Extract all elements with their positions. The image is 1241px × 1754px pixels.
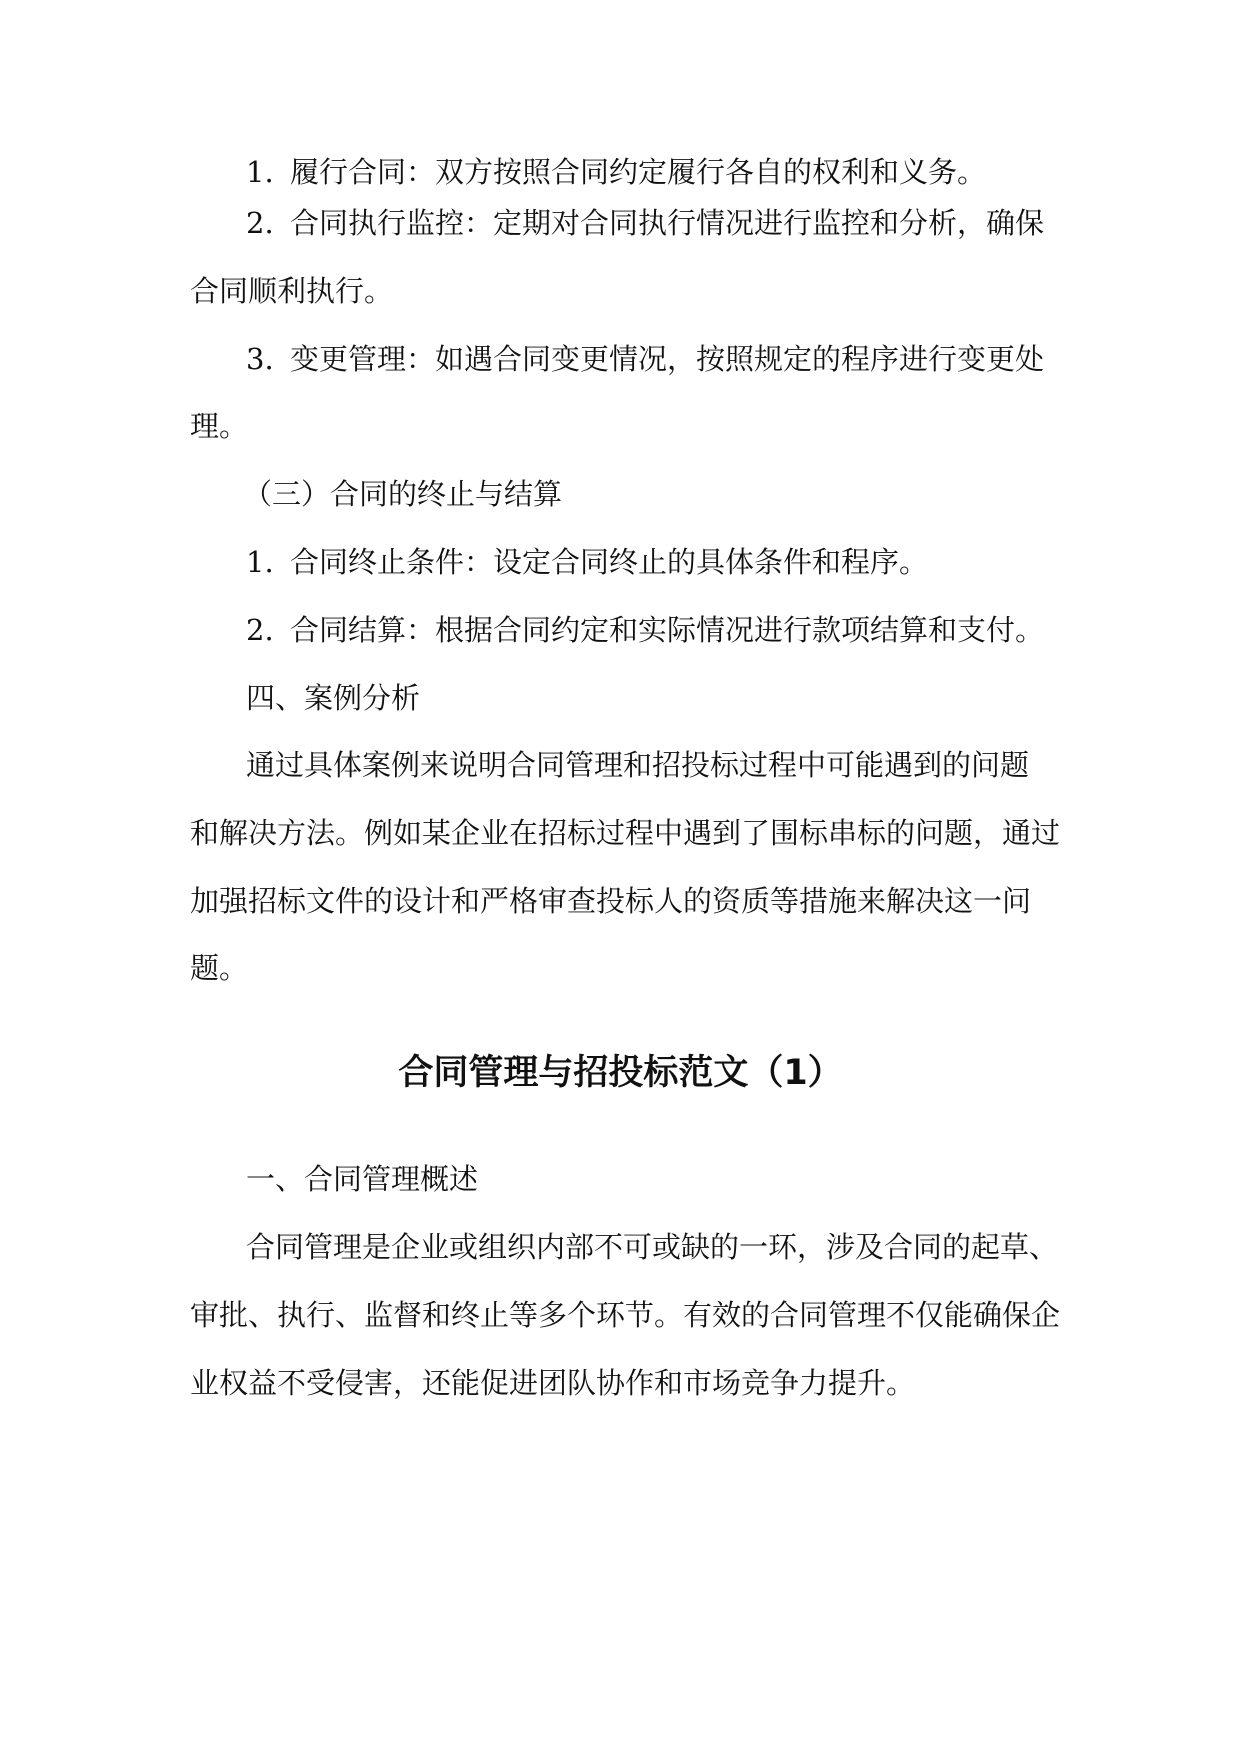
termination-item-2	[246, 610, 1044, 650]
item-number: 3.	[246, 342, 274, 376]
item-text: 履行合同：双方按照合同约定履行各自的权利和义务。	[290, 155, 987, 189]
item-number: 1.	[246, 155, 274, 189]
item-text: 合同结算：根据合同约定和实际情况进行款项结算和支付。	[290, 613, 1045, 647]
performance-item-3	[246, 339, 1044, 379]
performance-item-2	[246, 203, 1044, 243]
item-text: 变更管理：如遇合同变更情况，按照规定的程序进行变更处	[290, 342, 1045, 376]
case-paragraph-line-4: 题。	[190, 951, 249, 985]
item-number: 2.	[246, 206, 274, 240]
performance-item-3-continuation: 理。	[190, 409, 249, 443]
overview-heading: 一、合同管理概述	[246, 1162, 479, 1196]
document-title: 合同管理与招投标范文（1）	[398, 1053, 843, 1093]
section-three-heading: （三）合同的终止与结算	[243, 477, 563, 511]
performance-item-1	[246, 152, 986, 192]
case-paragraph-line-2: 和解决方法。例如某企业在招标过程中遇到了围标串标的问题，通过	[190, 816, 1061, 850]
item-number: 2.	[246, 613, 274, 647]
item-text: 合同终止条件：设定合同终止的具体条件和程序。	[290, 545, 929, 579]
performance-item-2-continuation: 合同顺利执行。	[190, 274, 394, 308]
case-paragraph-line-3: 加强招标文件的设计和严格审查投标人的资质等措施来解决这一问	[190, 884, 1032, 918]
case-paragraph-line-1: 通过具体案例来说明合同管理和招投标过程中可能遇到的问题	[246, 748, 1030, 782]
overview-paragraph-line-3: 业权益不受侵害，还能促进团队协作和市场竞争力提升。	[190, 1366, 916, 1400]
item-text: 合同执行监控：定期对合同执行情况进行监控和分析，确保	[290, 206, 1045, 240]
overview-paragraph-line-1: 合同管理是企业或组织内部不可或缺的一环，涉及合同的起草、	[246, 1230, 1059, 1264]
item-number: 1.	[246, 545, 274, 579]
termination-item-1	[246, 542, 928, 582]
overview-paragraph-line-2: 审批、执行、监督和终止等多个环节。有效的合同管理不仅能确保企	[190, 1298, 1061, 1332]
section-four-heading: 四、案例分析	[246, 681, 421, 715]
